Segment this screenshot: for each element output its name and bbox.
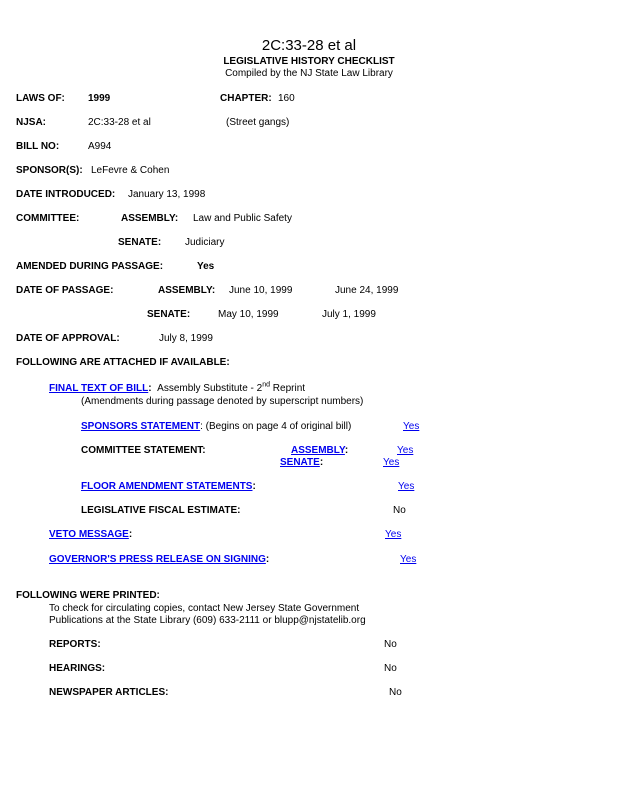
final-text-link[interactable]: FINAL TEXT OF BILL — [49, 383, 149, 394]
sponsors-value: LeFevre & Cohen — [91, 165, 170, 176]
veto-message-line — [49, 530, 132, 540]
veto-message-yes-link[interactable]: Yes — [385, 529, 402, 540]
printed-heading: FOLLOWING WERE PRINTED: — [16, 590, 160, 601]
final-text-note: (Amendments during passage denoted by superscript numbers) — [81, 396, 364, 407]
committee-statement-senate-link[interactable]: SENATE — [280, 457, 320, 468]
passage-assembly-date2: June 24, 1999 — [335, 285, 399, 296]
committee-statement-assembly-colon: : — [344, 445, 349, 456]
fiscal-estimate-label: LEGISLATIVE FISCAL ESTIMATE: — [81, 505, 241, 516]
press-release-line — [49, 555, 269, 565]
committee-statement-senate — [280, 458, 323, 468]
press-release-link[interactable]: GOVERNOR'S PRESS RELEASE ON SIGNING — [49, 554, 266, 565]
committee-assembly-label: ASSEMBLY: — [121, 213, 179, 224]
committee-senate-value: Judiciary — [185, 237, 225, 248]
document-subtitle: LEGISLATIVE HISTORY CHECKLIST — [223, 56, 395, 67]
sponsors-statement-note: : (Begins on page 4 of original bill) — [200, 421, 352, 432]
committee-statement-label: COMMITTEE STATEMENT: — [81, 445, 206, 456]
njsa-value: 2C:33-28 et al — [88, 117, 151, 128]
committee-assembly-value: Law and Public Safety — [193, 213, 292, 224]
passage-label: DATE OF PASSAGE: — [16, 285, 114, 296]
passage-senate-label: SENATE: — [147, 309, 191, 320]
hearings-value: No — [384, 663, 397, 674]
final-text-line — [49, 381, 306, 394]
approval-value: July 8, 1999 — [159, 333, 213, 344]
passage-senate-date1: May 10, 1999 — [218, 309, 279, 320]
approval-label: DATE OF APPROVAL: — [16, 333, 120, 344]
amended-value: Yes — [197, 261, 215, 272]
final-text-colon: : — [148, 383, 152, 394]
committee-statement-assembly-link[interactable]: ASSEMBLY — [291, 445, 345, 456]
njsa-note: (Street gangs) — [226, 117, 290, 128]
attached-heading: FOLLOWING ARE ATTACHED IF AVAILABLE: — [16, 357, 230, 368]
document-title: 2C:33-28 et al — [261, 37, 357, 54]
bill-no-value: A994 — [88, 141, 112, 152]
laws-of-label: LAWS OF: — [16, 93, 65, 104]
compiled-by: Compiled by the NJ State Law Library — [225, 68, 393, 79]
date-introduced-value: January 13, 1998 — [128, 189, 206, 200]
newspaper-label: NEWSPAPER ARTICLES: — [49, 687, 169, 698]
sponsors-statement-line — [81, 422, 351, 432]
chapter-value: 160 — [278, 93, 295, 104]
sponsors-statement-link[interactable]: SPONSORS STATEMENT — [81, 421, 201, 432]
reports-label: REPORTS: — [49, 639, 101, 650]
committee-statement-assembly-yes-link[interactable]: Yes — [397, 445, 414, 456]
chapter-label: CHAPTER: — [220, 93, 272, 104]
floor-amendment-line — [81, 482, 256, 492]
committee-label: COMMITTEE: — [16, 213, 80, 224]
passage-assembly-label: ASSEMBLY: — [158, 285, 216, 296]
final-text-post: Reprint — [270, 383, 306, 394]
final-text-pre: Assembly Substitute - 2 — [157, 383, 263, 394]
laws-of-value: 1999 — [88, 93, 111, 104]
printed-line-1: To check for circulating copies, contact New Jersey State Government — [49, 603, 360, 614]
hearings-label: HEARINGS: — [49, 663, 106, 674]
press-release-colon: : — [265, 554, 270, 565]
floor-amendment-colon: : — [252, 481, 256, 492]
veto-message-colon: : — [128, 529, 133, 540]
floor-amendment-yes-link[interactable]: Yes — [398, 481, 415, 492]
veto-message-link[interactable]: VETO MESSAGE — [49, 529, 129, 540]
bill-no-label: BILL NO: — [16, 141, 60, 152]
reports-value: No — [384, 639, 397, 650]
press-release-yes-link[interactable]: Yes — [400, 554, 417, 565]
fiscal-estimate-value: No — [393, 505, 406, 516]
final-text-sup: nd — [262, 381, 271, 389]
sponsors-label: SPONSOR(S): — [16, 165, 83, 176]
passage-senate-date2: July 1, 1999 — [322, 309, 376, 320]
floor-amendment-link[interactable]: FLOOR AMENDMENT STATEMENTS — [81, 481, 253, 492]
committee-statement-assembly — [291, 446, 348, 456]
newspaper-value: No — [389, 687, 402, 698]
sponsors-statement-yes-link[interactable]: Yes — [403, 421, 420, 432]
amended-label: AMENDED DURING PASSAGE: — [16, 261, 164, 272]
committee-statement-senate-yes-link[interactable]: Yes — [383, 457, 400, 468]
date-introduced-label: DATE INTRODUCED: — [16, 189, 116, 200]
committee-statement-senate-colon: : — [319, 457, 324, 468]
printed-line-2: Publications at the State Library (609) 633-2111 or blupp@njstatelib.org — [49, 615, 366, 626]
passage-assembly-date1: June 10, 1999 — [229, 285, 293, 296]
committee-senate-label: SENATE: — [118, 237, 162, 248]
njsa-label: NJSA: — [16, 117, 47, 128]
